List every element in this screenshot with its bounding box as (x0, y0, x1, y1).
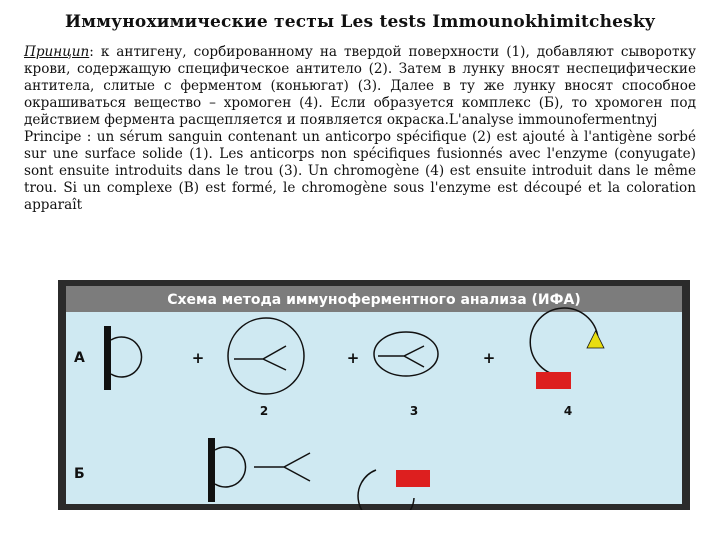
enzyme-block (536, 372, 571, 389)
row-a-label: А (74, 350, 85, 366)
elisa-diagram (58, 280, 690, 510)
diagram-header: Схема метода иммуноферментного анализа (ИФА) (167, 292, 581, 308)
enzyme-block-b (396, 470, 430, 487)
slide-title: Иммунохимические тесты Les tests Immounokhimitchesky (64, 12, 656, 32)
text-block (24, 44, 696, 214)
solid-surface-b (208, 438, 215, 502)
plus-sign: + (191, 349, 205, 367)
step-label-4: 4 (563, 404, 573, 418)
step-label-3: 3 (409, 404, 419, 418)
solid-surface (104, 326, 111, 390)
ru-paragraph-text: : к антигену, сорбированному на твердой поверхности (1), добавляют сыворотку крови, содержащую специфическое антитело (2). Затем в лунку вносят неспецифические антитела, слитые с ферментом (коньюгат) (3). Далее в ту же лунку вносят способное окрашиваться вещество – хромоген (4). Если образуется комплекс (Б), то хромоген под действием фермента расщепляется и появляется окраска.L'analyse immounofermentnyj (24, 44, 696, 128)
step-label-2: 2 (259, 404, 269, 418)
principle-label: Принцип (24, 44, 90, 60)
plus-sign: + (482, 349, 496, 367)
ru-paragraph (24, 44, 696, 129)
row-b-label: Б (74, 466, 85, 482)
plus-sign: + (346, 349, 360, 367)
fr-paragraph: Principe : un sérum sanguin contenant un anticorpo spécifique (2) est ajouté à l'antigène sorbé sur une surface solide (1). Les anticorps non spécifiques fusionnés avec l'enzyme (conyugate) sont ensuite introduits dans le trou (3). Un chromogène (4) est ensuite introduit dans le même trou. Si un complexe (B) est formé, le chromogène sous l'enzyme est découpé et la coloration apparaît (24, 129, 696, 213)
